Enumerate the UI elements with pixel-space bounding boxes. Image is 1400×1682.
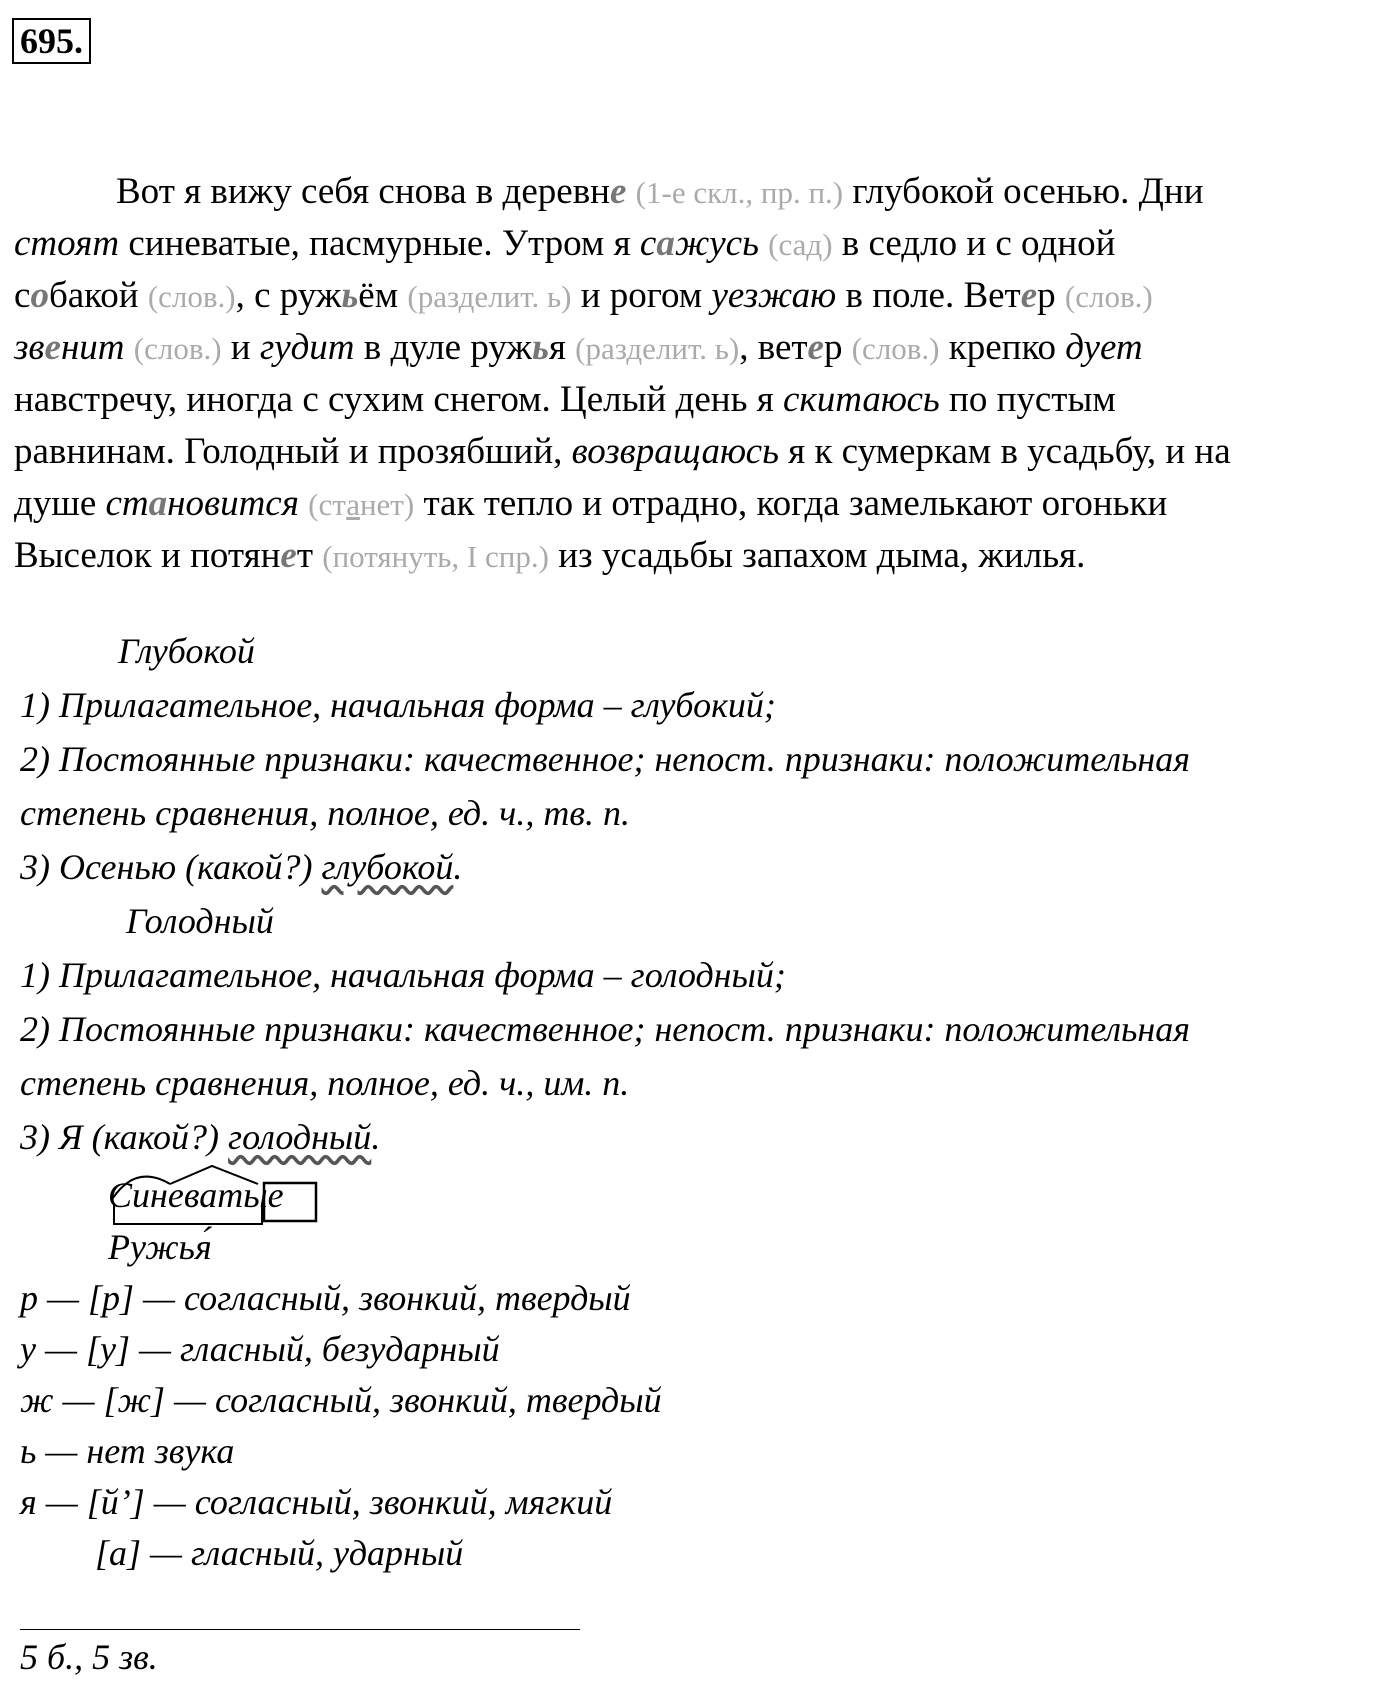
analysis-line: 2) Постоянные признаки: качественное; непост. признаки: положительная <box>20 1009 1191 1049</box>
phonetic-line: ж — [ж] — согласный, звонкий, твердый <box>20 1380 662 1420</box>
exercise-number: 695. <box>12 18 91 64</box>
analysis-word-heading: Глубокой <box>118 631 255 671</box>
text-line-6: равнинам. Голодный и прозябший, возвращаюсь я к сумеркам в усадьбу, и на <box>14 431 1231 472</box>
text-line-2: стоят синеватые, пасмурные. Утром я сажусь (сад) в седло и с одной <box>14 223 1116 264</box>
divider <box>20 1629 580 1630</box>
analysis-line: 1) Прилагательное, начальная форма – голодный; <box>20 955 786 995</box>
analysis-word-heading: Ружья́ <box>108 1227 212 1267</box>
analysis-line: 1) Прилагательное, начальная форма – глубокий; <box>20 685 776 725</box>
root-arc <box>113 1177 170 1198</box>
ending-box <box>264 1183 316 1221</box>
analysis-line: степень сравнения, полное, ед. ч., тв. п. <box>20 793 630 833</box>
analysis-line: 3) Осенью (какой?) глубокой. <box>20 847 463 887</box>
analysis-line: степень сравнения, полное, ед. ч., им. п. <box>20 1063 630 1103</box>
text-line-3: собакой (слов.), с ружьём (разделит. ь) и рогом уезжаю в поле. Ветер (слов.) <box>14 275 1153 316</box>
text-line-7: душе становится (станет) так тепло и отрадно, когда замелькают огоньки <box>14 483 1168 524</box>
analysis-line: 2) Постоянные признаки: качественное; непост. признаки: положительная <box>20 739 1191 779</box>
wavy-underlined-word: глубокой <box>321 847 454 887</box>
suffix-caret <box>170 1166 258 1184</box>
text-line-5: навстречу, иногда с сухим снегом. Целый день я скитаюсь по пустым <box>14 379 1116 420</box>
analysis-line: 3) Я (какой?) голодный. <box>20 1117 381 1157</box>
phonetic-line: ь — нет звука <box>20 1431 235 1471</box>
stem-bracket <box>114 1203 262 1224</box>
analysis-word-heading: Голодный <box>126 901 274 941</box>
morpheme-stem: Синеват <box>108 1175 244 1215</box>
phonetic-line: [а] — гласный, ударный <box>95 1533 464 1573</box>
phonetic-line: у — [у] — гласный, безударный <box>20 1329 500 1369</box>
text-line-1: Вот я вижу себя снова в деревне (1-е скл., пр. п.) глубокой осенью. Дни <box>116 171 1204 212</box>
phonetic-line: я — [й’] — согласный, звонкий, мягкий <box>20 1482 613 1522</box>
text-line-4: звенит (слов.) и гудит в дуле ружья (разделит. ь), ветер (слов.) крепко дует <box>14 327 1143 368</box>
phonetic-line: р — [р] — согласный, звонкий, твердый <box>20 1278 631 1318</box>
wavy-underlined-word: голодный <box>228 1117 372 1157</box>
morpheme-ending: ые <box>243 1175 284 1215</box>
phonetic-summary: 5 б., 5 зв. <box>20 1637 158 1677</box>
text-line-8: Выселок и потянет (потянуть, I спр.) из усадьбы запахом дыма, жилья. <box>14 535 1086 576</box>
